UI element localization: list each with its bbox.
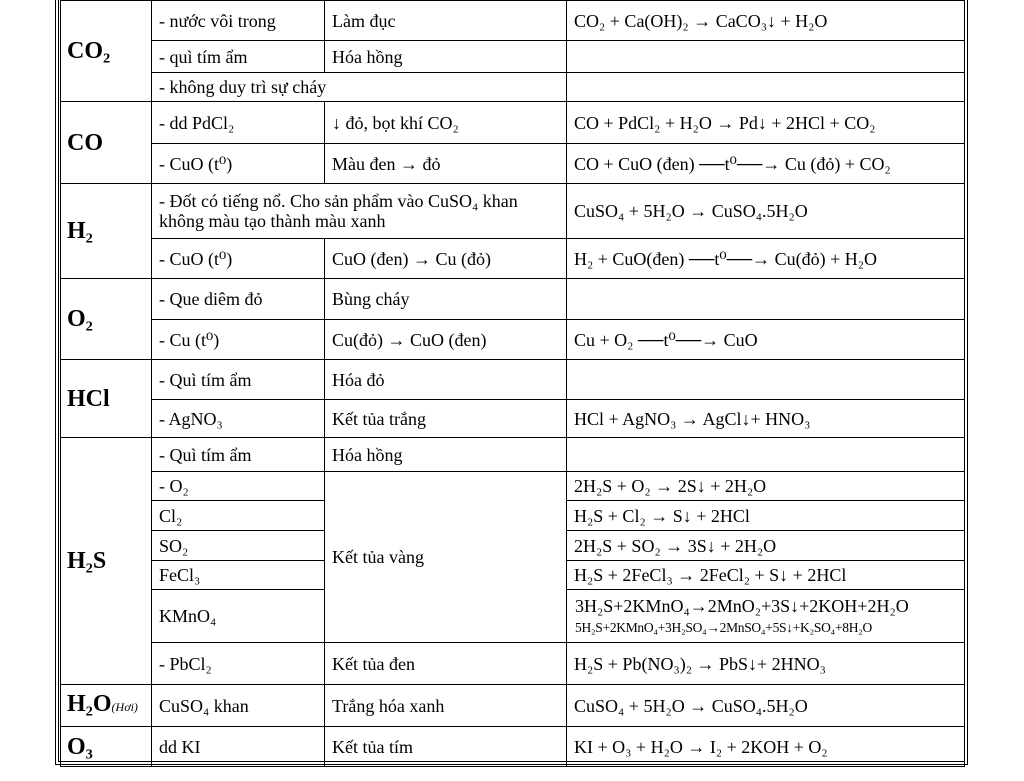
reagent-cell: - CuO (t⁰) <box>152 239 325 279</box>
table-row <box>61 472 965 501</box>
table-row <box>61 727 965 767</box>
phenomenon-cell-yellow-precipitate: Kết tủa vàng <box>325 472 567 643</box>
reagent-cell: FeCl₃ <box>152 561 325 590</box>
reagent-cell: Cl₂ <box>152 501 325 531</box>
equation-cell: HCl + AgNO₃ → AgCl↓+ HNO₃ <box>567 400 965 438</box>
reagent-cell: - nước vôi trong <box>152 1 325 41</box>
reagent-cell: KMnO₄ <box>152 590 325 643</box>
reagent-cell: - Đốt có tiếng nổ. Cho sản phẩm vào CuSO₄ khan không màu tạo thành màu xanh <box>152 184 567 239</box>
gas-label-h2o <box>61 685 152 727</box>
gas-label-co: CO <box>61 102 152 184</box>
phenomenon-cell: Hóa đỏ <box>325 360 567 400</box>
table-row <box>61 320 965 360</box>
equation-cell: H₂S + Cl₂ → S↓ + 2HCl <box>567 501 965 531</box>
gas-label-o2: O₂ <box>61 279 152 360</box>
reagent-cell: - Quì tím ẩm <box>152 360 325 400</box>
gas-label-co2: CO₂ <box>61 1 152 102</box>
phenomenon-cell: Kết tủa tím <box>325 727 567 767</box>
equation-line-small: 5H₂S+2KMnO₄+3H₂SO₄→2MnSO₄+5S↓+K₂SO₄+8H₂O <box>575 620 873 635</box>
table-row <box>61 400 965 438</box>
phenomenon-cell: CuO (đen) → Cu (đỏ) <box>325 239 567 279</box>
gas-note: (Hơi) <box>111 700 138 714</box>
phenomenon-cell: Trắng hóa xanh <box>325 685 567 727</box>
reagent-cell: - Cu (t⁰) <box>152 320 325 360</box>
table-row <box>61 102 965 144</box>
reagent-cell: - Que diêm đỏ <box>152 279 325 320</box>
phenomenon-cell: Kết tủa trắng <box>325 400 567 438</box>
equation-cell-double <box>567 590 965 643</box>
reagent-cell: - AgNO₃ <box>152 400 325 438</box>
reagent-cell: - quì tím ẩm <box>152 41 325 73</box>
gas-label-o3: O₃ <box>61 727 152 767</box>
equation-cell: CuSO₄ + 5H₂O → CuSO₄.5H₂O <box>567 184 965 239</box>
equation-cell: 2H₂S + O₂ → 2S↓ + 2H₂O <box>567 472 965 501</box>
reagent-cell: CuSO₄ khan <box>152 685 325 727</box>
equation-cell: KI + O₃ + H₂O → I₂ + 2KOH + O₂ <box>567 727 965 767</box>
gas-label-hcl: HCl <box>61 360 152 438</box>
phenomenon-cell: Hóa hồng <box>325 438 567 472</box>
gas-label-h2s: H₂S <box>61 438 152 685</box>
equation-cell: CO + CuO (đen) ──t⁰──→ Cu (đỏ) + CO₂ <box>567 144 965 184</box>
equation-cell: CO₂ + Ca(OH)₂ → CaCO₃↓ + H₂O <box>567 1 965 41</box>
reagent-cell: - không duy trì sự cháy <box>152 73 567 102</box>
phenomenon-cell: Kết tủa đen <box>325 643 567 685</box>
equation-cell <box>567 41 965 73</box>
equation-cell: CuSO₄ + 5H₂O → CuSO₄.5H₂O <box>567 685 965 727</box>
table-row <box>61 239 965 279</box>
equation-cell <box>567 73 965 102</box>
table-row <box>61 41 965 73</box>
reagent-cell: - O₂ <box>152 472 325 501</box>
reagent-cell: - CuO (t⁰) <box>152 144 325 184</box>
equation-cell <box>567 438 965 472</box>
reagent-cell: - Quì tím ẩm <box>152 438 325 472</box>
equation-cell <box>567 360 965 400</box>
phenomenon-cell: Màu đen → đỏ <box>325 144 567 184</box>
equation-cell: Cu + O₂ ──t⁰──→ CuO <box>567 320 965 360</box>
table-row <box>61 360 965 400</box>
equation-cell: 2H₂S + SO₂ → 3S↓ + 2H₂O <box>567 531 965 561</box>
table-row <box>61 685 965 727</box>
reagent-cell: SO₂ <box>152 531 325 561</box>
table-row <box>61 438 965 472</box>
reagent-cell: - dd PdCl₂ <box>152 102 325 144</box>
equation-cell: CO + PdCl₂ + H₂O → Pd↓ + 2HCl + CO₂ <box>567 102 965 144</box>
equation-cell: H₂S + Pb(NO₃)₂ → PbS↓+ 2HNO₃ <box>567 643 965 685</box>
gas-label-h2: H₂ <box>61 184 152 279</box>
equation-cell: H₂ + CuO(đen) ──t⁰──→ Cu(đỏ) + H₂O <box>567 239 965 279</box>
gas-identification-table <box>60 0 965 767</box>
table-row <box>61 279 965 320</box>
phenomenon-cell: Hóa hồng <box>325 41 567 73</box>
phenomenon-cell: Làm đục <box>325 1 567 41</box>
table-row <box>61 73 965 102</box>
phenomenon-cell: Bùng cháy <box>325 279 567 320</box>
table-row <box>61 144 965 184</box>
phenomenon-cell: ↓ đỏ, bọt khí CO₂ <box>325 102 567 144</box>
reagent-cell: dd KI <box>152 727 325 767</box>
table-row <box>61 1 965 41</box>
gas-formula: H₂O <box>67 691 112 717</box>
table-row <box>61 184 965 239</box>
reagent-cell: - PbCl₂ <box>152 643 325 685</box>
equation-line: 3H₂S+2KMnO₄→2MnO₂+3S↓+2KOH+2H₂O <box>575 596 909 616</box>
phenomenon-cell: Cu(đỏ) → CuO (đen) <box>325 320 567 360</box>
equation-cell: H₂S + 2FeCl₃ → 2FeCl₂ + S↓ + 2HCl <box>567 561 965 590</box>
table-row <box>61 643 965 685</box>
equation-cell <box>567 279 965 320</box>
